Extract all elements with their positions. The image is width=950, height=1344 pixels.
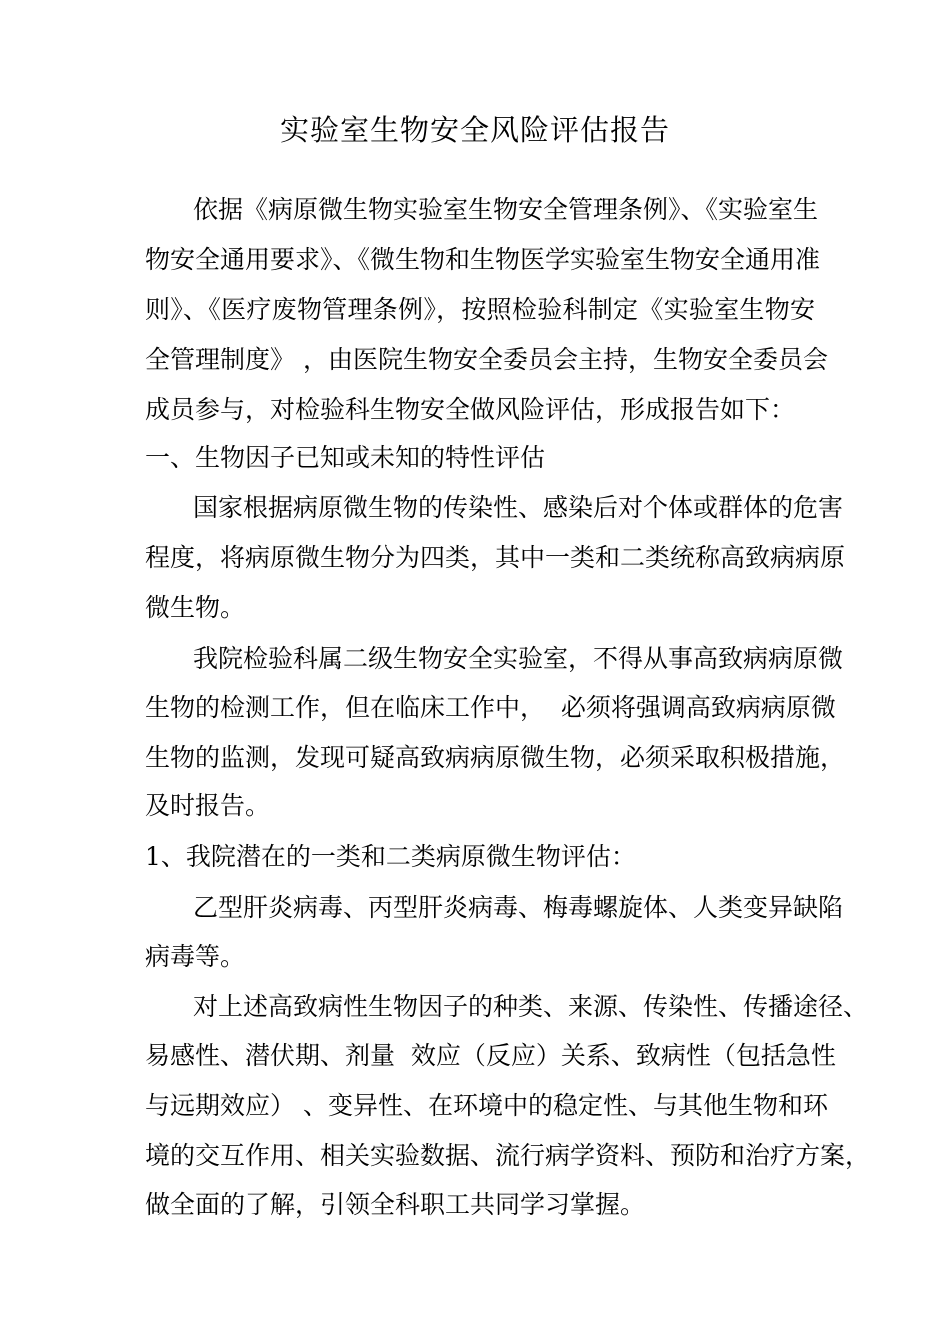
paragraph-line: 病毒等。	[145, 942, 246, 971]
paragraph-line: 微生物。	[145, 593, 246, 622]
paragraph-line: 及时报告。	[145, 791, 271, 820]
paragraph-line: 则》、《医疗废物管理条例》，按照检验科制定《实验室生物安	[145, 295, 815, 324]
paragraph-line: 国家根据病原微生物的传染性、感染后对个体或群体的危害	[193, 493, 844, 522]
paragraph-line: 易感性、潜伏期、剂量 效应（反应）关系、致病性（包括急性	[145, 1041, 836, 1070]
section-heading: 一、生物因子已知或未知的特性评估	[145, 443, 546, 472]
paragraph-line: 与远期效应） 、变异性、在环境中的稳定性、与其他生物和环	[145, 1091, 828, 1120]
paragraph-line: 生物的检测工作，但在临床工作中， 必须将强调高致病病原微	[145, 693, 836, 722]
paragraph-line: 生物的监测，发现可疑高致病病原微生物，必须采取积极措施，	[145, 743, 846, 772]
paragraph-line: 境的交互作用、相关实验数据、流行病学资料、预防和治疗方案，	[145, 1141, 871, 1170]
paragraph-line: 物安全通用要求》、《微生物和生物医学实验室生物安全通用准	[145, 245, 821, 274]
paragraph-line: 程度，将病原微生物分为四类，其中一类和二类统称高致病病原	[145, 543, 846, 572]
paragraph-line: 依据《病原微生物实验室生物安全管理条例》、《实验室生	[193, 195, 819, 224]
paragraph-line: 我院检验科属二级生物安全实验室，不得从事高致病病原微	[193, 644, 844, 673]
paragraph-line: 全管理制度》 ，由医院生物安全委员会主持，生物安全委员会	[145, 345, 828, 374]
document-title: 实验室生物安全风险评估报告	[279, 113, 670, 147]
paragraph-line: 成员参与，对检验科生物安全做风险评估，形成报告如下：	[145, 395, 796, 424]
paragraph-line: 乙型肝炎病毒、丙型肝炎病毒、梅毒螺旋体、人类变异缺陷	[193, 893, 844, 922]
paragraph-line: 做全面的了解，引领全科职工共同学习掌握。	[145, 1190, 646, 1219]
subsection-heading: 1、我院潜在的一类和二类病原微生物评估：	[145, 842, 636, 871]
paragraph-line: 对上述高致病性生物因子的种类、来源、传染性、传播途径、	[193, 992, 869, 1021]
